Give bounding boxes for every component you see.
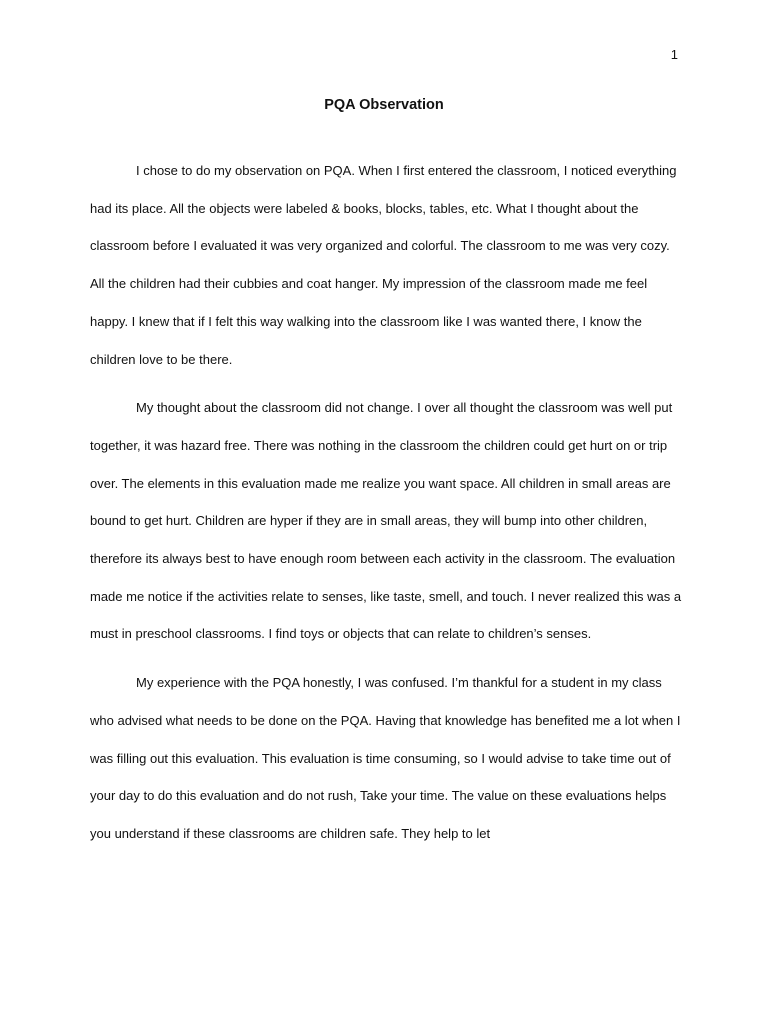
paragraph-1: I chose to do my observation on PQA. When I first entered the classroom, I noticed everything had its place. All the objects were labeled & books, blocks, tables, etc. What I thought about the classroom before I evaluated it was very organized and colorful. The classroom to me was very cozy. All the children had their cubbies and coat hanger. My impression of the classroom made me feel happy. I knew that if I felt this way walking into the classroom like I was wanted there, I know the children love to be there. bbox=[90, 163, 677, 367]
paragraph-2: My thought about the classroom did not change. I over all thought the classroom was well put together, it was hazard free. There was nothing in the classroom the children could get hurt on or trip over. The elements in this evaluation made me realize you want space. All children in small areas are bound to get hurt. Children are hyper if they are in small areas, they will bump into other children, therefore its always best to have enough room between each activity in the classroom. The evaluation made me notice if the activities relate to senses, like taste, smell, and touch. I never realized this was a must in preschool classrooms. I find toys or objects that can relate to children’s senses. bbox=[90, 400, 682, 642]
document-body bbox=[90, 152, 682, 864]
paragraph-3: My experience with the PQA honestly, I was confused. I’m thankful for a student in my class who advised what needs to be done on the PQA. Having that knowledge has benefited me a lot when I was filling out this evaluation. This evaluation is time consuming, so I would advise to take time out of your day to do this evaluation and do not rush, Take your time. The value on these evaluations helps you understand if these classrooms are children safe. They help to let bbox=[90, 675, 681, 841]
page-number: 1 bbox=[670, 47, 678, 62]
document-title: PQA Observation bbox=[324, 97, 444, 113]
